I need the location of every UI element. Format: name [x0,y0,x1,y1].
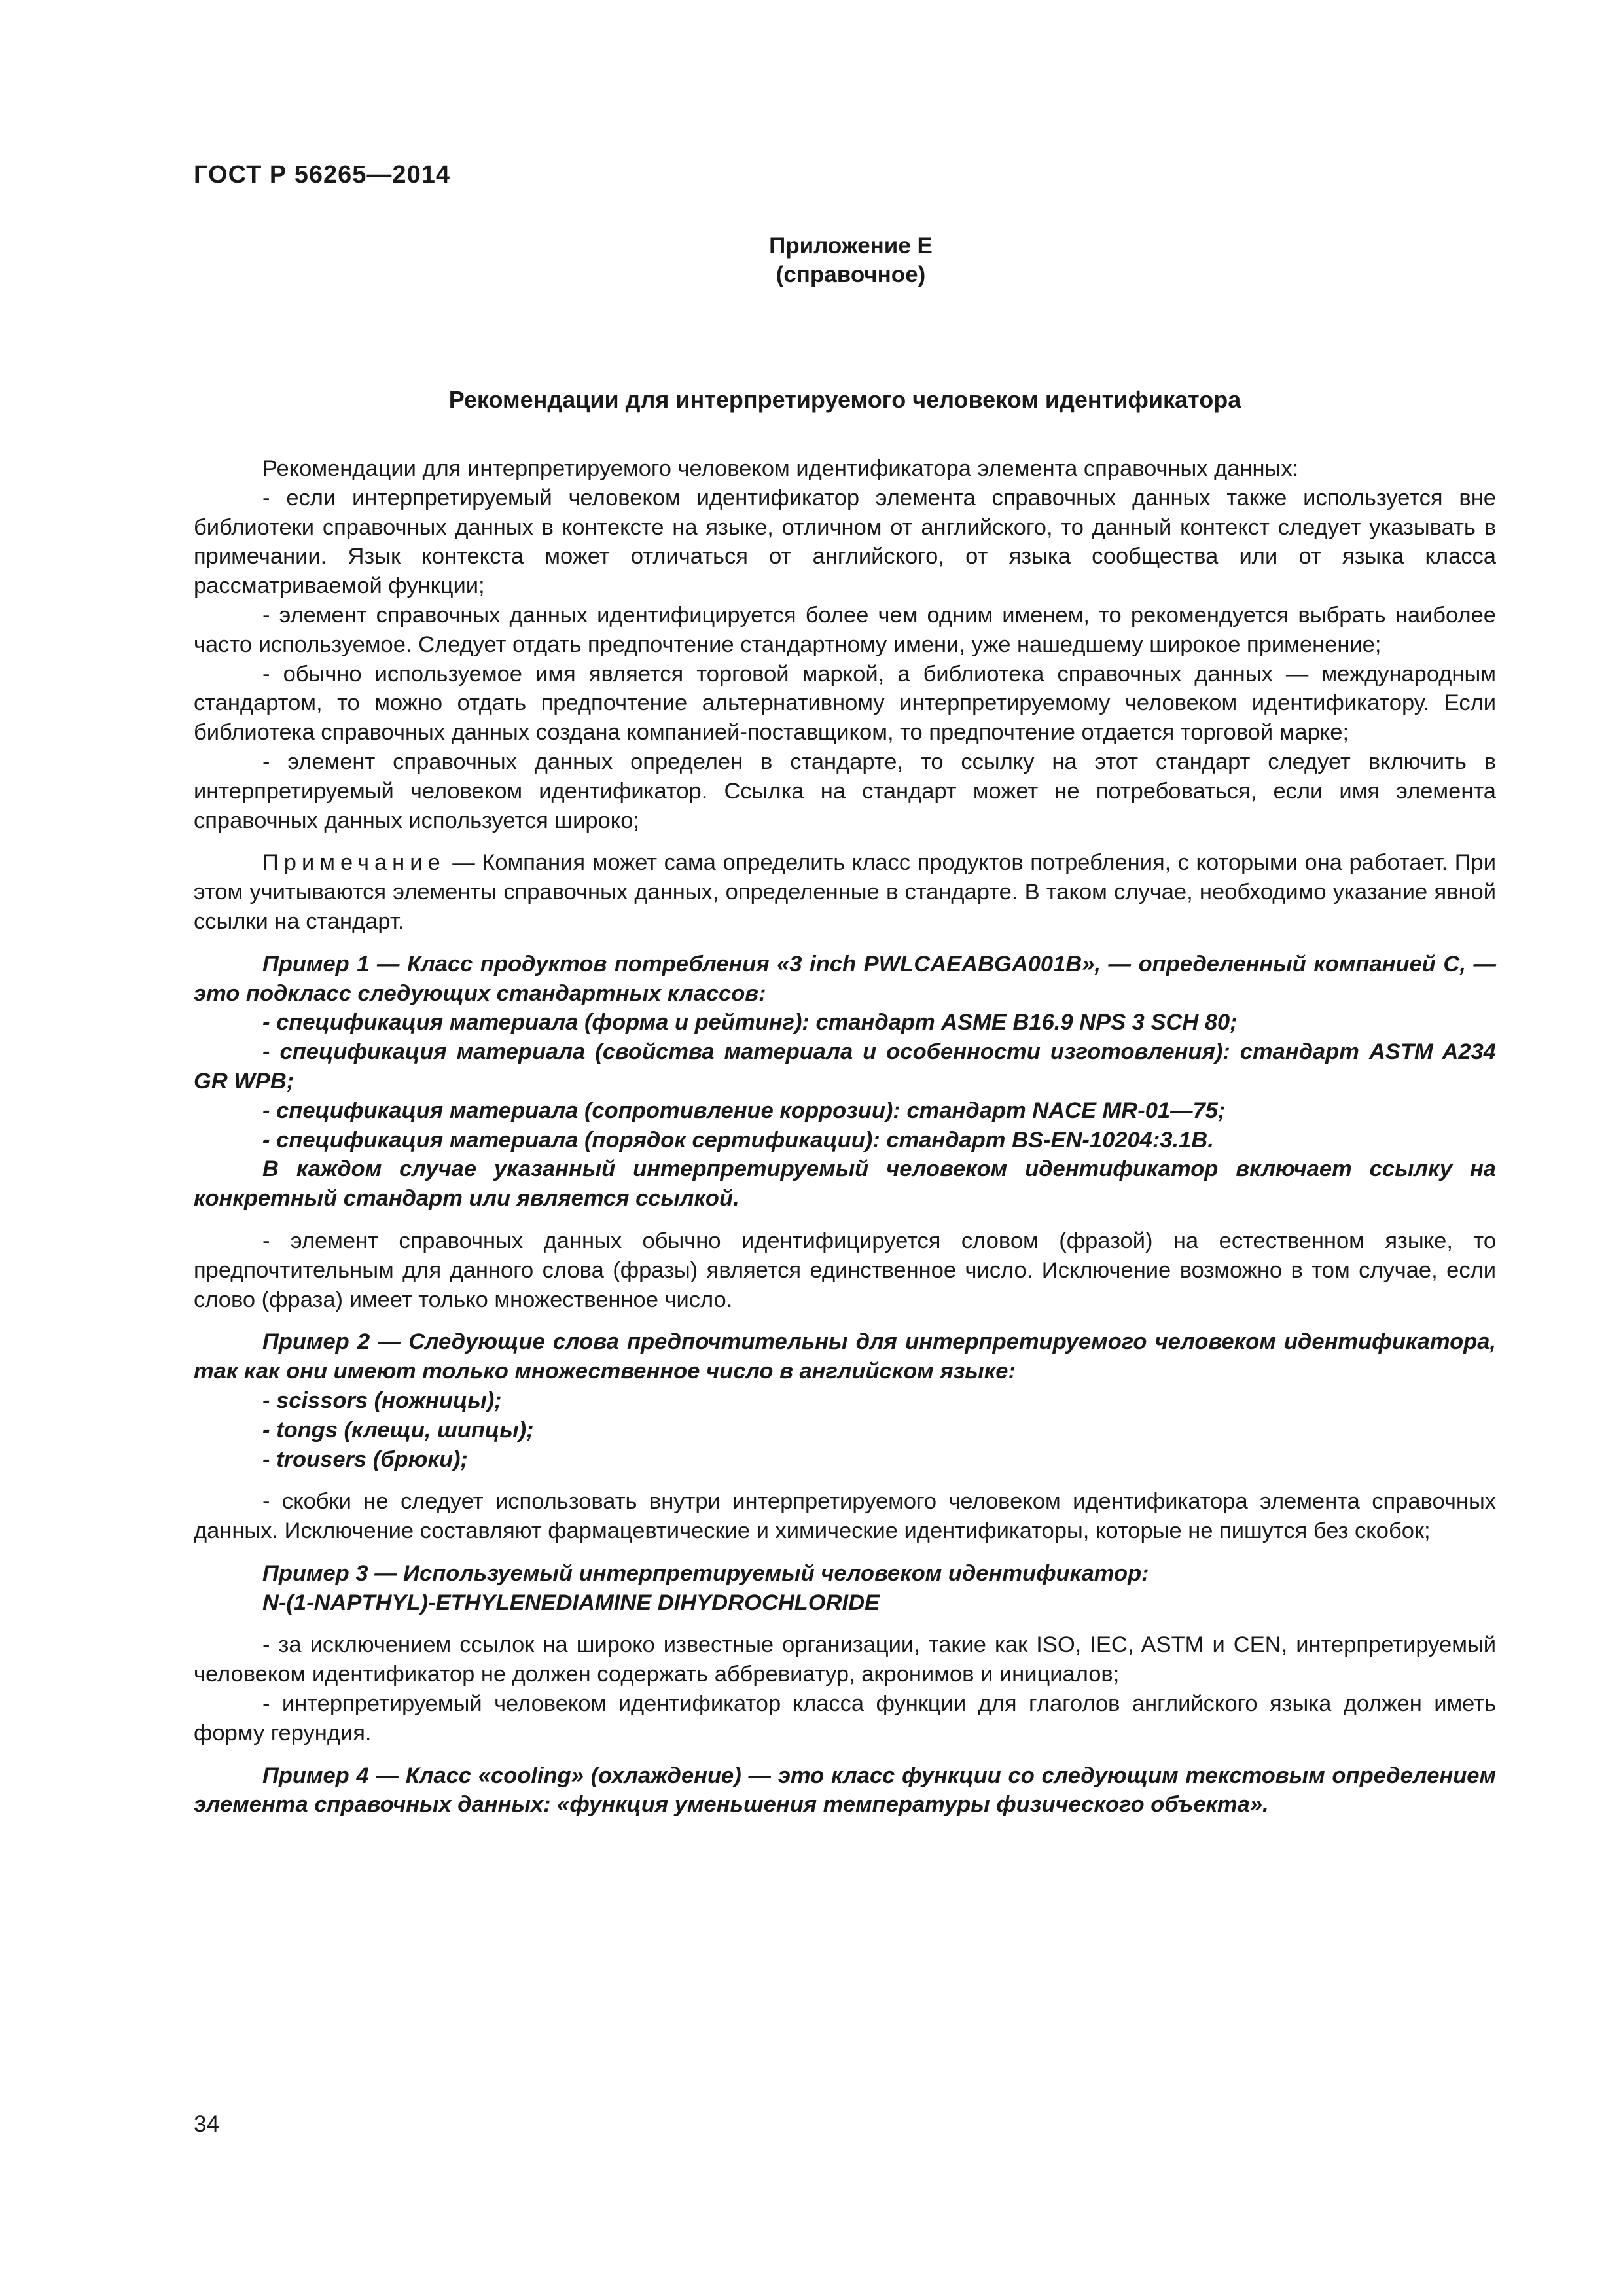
recommendation-4: - элемент справочных данных определен в стандарте, то ссылку на этот стандарт следует включить в интерпретируемый человеком идентификатор. Ссылка на стандарт может не потребоваться, если имя элемента справочных данных используется широко; [194,749,1496,833]
example-1-item-2: - спецификация материала (свойства материала и особенности изготовления): стандарт ASTM A234 GR WPB; [194,1039,1496,1094]
recommendation-6: - скобки не следует использовать внутри интерпретируемого человеком идентификатора элемента справочных данных. Исключение составляют фармацевтические и химические идентификаторы, которые не пишутся без скобок; [194,1489,1496,1544]
example-4: Пример 4 — Класс «cooling» (охлаждение) — это класс функции со следующим текстовым определением элемента справочных данных: «функция уменьшения температуры физического объекта». [194,1763,1496,1818]
example-1-intro: Пример 1 — Класс продуктов потребления «3 inch PWLCAEABGA001B», — определенный компанией С, — это подкласс следующих стандартных классов: [194,951,1496,1006]
example-3-intro: Пример 3 — Используемый интерпретируемый человеком идентификатор: [262,1560,1149,1586]
example-2-item-2: - tongs (клещи, шипцы); [262,1417,534,1443]
example-1-item-1: - спецификация материала (форма и рейтинг): стандарт ASME B16.9 NPS 3 SCH 80; [262,1010,1238,1035]
intro-paragraph: Рекомендации для интерпретируемого человеком идентификатора элемента справочных данных: [262,456,1299,481]
example-2-item-1: - scissors (ножницы); [262,1388,502,1413]
example-1-conclusion: В каждом случае указанный интерпретируемый человеком идентификатор включает ссылку на конкретный стандарт или является ссылкой. [194,1157,1496,1211]
example-2-intro: Пример 2 — Следующие слова предпочтительны для интерпретируемого человеком идентификатора, так как они имеют только множественное число в английском языке: [194,1329,1496,1384]
annex-title: Приложение Е [769,233,933,259]
recommendation-8: - интерпретируемый человеком идентификатор класса функции для глаголов английского языка должен иметь форму герундия. [194,1691,1496,1746]
note-text: — Компания может сама определить класс продуктов потребления, с которыми она работает. При этом учитываются элементы справочных данных, определенные в стандарте. В таком случае, необходимо указание явной ссылки на стандарт. [194,850,1496,934]
example-2-item-3: - trousers (брюки); [262,1446,469,1472]
recommendation-7: - за исключением ссылок на широко известные организации, такие как ISO, IEC, ASTM и CEN, интерпретируемый человеком идентификатор не должен содержать аббревиатур, акронимов и инициалов; [194,1632,1496,1687]
recommendation-5: - элемент справочных данных обычно идентифицируется словом (фразой) на естественном языке, то предпочтительным для данного слова (фразы) является единственное число. Исключение возможно в том случае, если слово (фраза) имеет только множественное число. [194,1228,1496,1312]
section-title: Рекомендации для интерпретируемого человеком идентификатора [448,386,1241,413]
example-1-item-4: - спецификация материала (порядок сертификации): стандарт BS-EN-10204:3.1B. [262,1127,1214,1153]
recommendation-3: - обычно используемое имя является торговой маркой, а библиотека справочных данных — международным стандартом, то можно отдать предпочтение альтернативному интерпретируемому человеком идентификатору. Если библиотека справочных данных создана компанией-поставщиком, то предпочтение отдается торговой марке; [194,661,1496,745]
document-id: ГОСТ Р 56265—2014 [194,161,450,188]
note-label: Примечание [262,850,446,876]
recommendation-2: - элемент справочных данных идентифицируется более чем одним именем, то рекомендуется выбрать наиболее часто используемое. Следует отдать предпочтение стандартному имени, уже нашедшему широкое применение; [194,602,1496,657]
recommendation-1: - если интерпретируемый человеком идентификатор элемента справочных данных также используется вне библиотеки справочных данных в контексте на языке, отличном от английского, то данный контекст следует указывать в примечании. Язык контекста может отличаться от английского, от языка сообщества или от языка класса рассматриваемой функции; [194,485,1496,599]
note-paragraph [194,848,1496,936]
annex-kind: (справочное) [776,262,926,287]
example-3-identifier: N-(1-NAPTHYL)-ETHYLENEDIAMINE DIHYDROCHLORIDE [262,1590,880,1615]
page-number: 34 [194,2111,219,2137]
example-1-item-3: - спецификация материала (сопротивление коррозии): стандарт NACE MR-01—75; [262,1098,1226,1123]
body-text [194,454,1496,1820]
